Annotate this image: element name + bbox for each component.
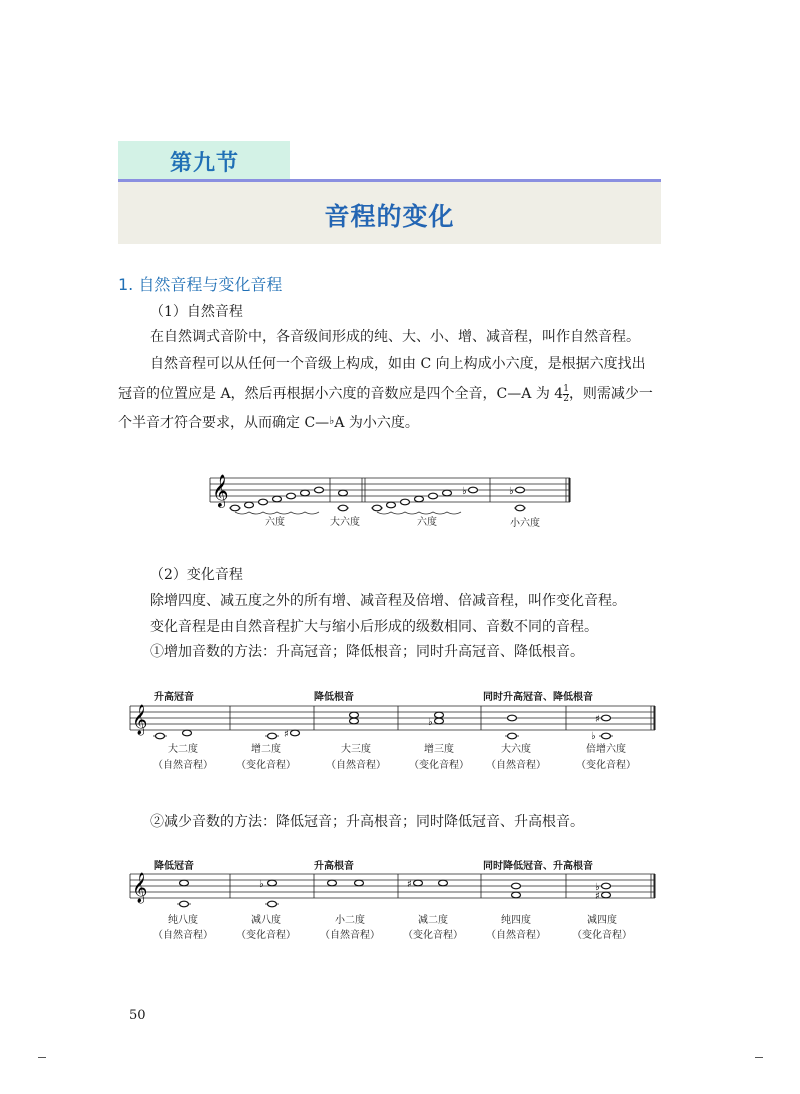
treble-clef-icon: 𝄞 — [132, 705, 148, 735]
staff3-name: 小二度 — [335, 915, 365, 926]
paragraph-3: 除增四度、减五度之外的所有增、减音程及倍增、倍减音程，叫作变化音程。 — [150, 593, 626, 609]
staff2-header: 同时升高冠音、降低根音 — [483, 692, 593, 703]
flat-accidental: ♭ — [259, 879, 264, 890]
page-number: 50 — [129, 1008, 146, 1023]
staff2-name: 增二度 — [251, 744, 281, 755]
staff-example-2 — [125, 700, 665, 740]
flat-accidental: ♭ — [428, 717, 433, 728]
fraction-numerator: 1 — [563, 383, 569, 394]
para2-text-b: ，则需减少一 — [568, 386, 653, 402]
staff1-notes — [231, 487, 525, 511]
staff2-type: （变化音程） — [576, 760, 636, 771]
heading-natural-altered: 1. 自然音程与变化音程 — [118, 275, 283, 294]
staff3-type: （自然音程） — [486, 930, 546, 941]
staff2-type: （自然音程） — [326, 760, 386, 771]
staff3-notes — [180, 880, 611, 907]
staff2-name: 增三度 — [424, 744, 454, 755]
staff2-type: （变化音程） — [236, 760, 296, 771]
staff3-type: （自然音程） — [153, 930, 213, 941]
paragraph-2-line-3 — [118, 411, 419, 433]
flat-accidental: ♭ — [509, 486, 514, 497]
staff2-name: 大六度 — [501, 744, 531, 755]
staff2-type: （变化音程） — [409, 760, 469, 771]
staff2-type: （自然音程） — [153, 760, 213, 771]
staff3-name: 减二度 — [418, 915, 448, 926]
staff3-type: （变化音程） — [236, 930, 296, 941]
treble-clef-icon: 𝄞 — [132, 873, 148, 903]
staff1-label: 六度 — [265, 517, 285, 528]
paragraph-4: 变化音程是由自然音程扩大与缩小后形成的级数相同、音数不同的音程。 — [150, 619, 598, 635]
sharp-accidental: ♯ — [284, 729, 289, 740]
staff3-type: （变化音程） — [572, 930, 632, 941]
subheading-natural: （1）自然音程 — [150, 304, 243, 320]
staff2-name: 倍增六度 — [586, 744, 626, 755]
staff2-type: （自然音程） — [486, 760, 546, 771]
staff2-header: 升高冠音 — [154, 692, 194, 703]
para2-text-a: 冠音的位置应是 A，然后再根据小六度的音数应是四个全音，C—A 为 4 — [118, 386, 564, 402]
staff1-label: 小六度 — [510, 518, 540, 529]
staff3-type: （变化音程） — [403, 930, 463, 941]
method-decrease: ②减少音数的方法：降低冠音；升高根音；同时降低冠音、升高根音。 — [150, 814, 584, 830]
staff1-label: 大六度 — [330, 517, 360, 528]
staff3-header: 降低冠音 — [154, 861, 194, 872]
staff3-header: 同时降低冠音、升高根音 — [483, 861, 593, 872]
treble-clef-icon: 𝄞 — [212, 474, 229, 507]
staff3-name: 纯八度 — [168, 915, 198, 926]
staff2-name: 大二度 — [168, 744, 198, 755]
staff2-name: 大三度 — [341, 744, 371, 755]
flat-accidental: ♭ — [591, 731, 596, 740]
staff3-name: 减四度 — [587, 915, 617, 926]
staff1-label: 六度 — [417, 517, 437, 528]
fraction-denominator: 2 — [563, 393, 569, 404]
method-increase: ①增加音数的方法：升高冠音；降低根音；同时升高冠音、降低根音。 — [150, 644, 584, 660]
staff3-name: 纯四度 — [501, 915, 531, 926]
section-number: 第九节 — [170, 151, 240, 176]
crop-mark — [38, 1057, 46, 1058]
flat-accidental: ♭ — [462, 486, 467, 497]
sharp-accidental: ♯ — [595, 714, 600, 725]
section-tag — [118, 141, 290, 179]
staff-example-3 — [125, 868, 665, 910]
paragraph-2-line-1: 自然音程可以从任何一个音级上构成，如由 C 向上构成小六度，是根据六度找出 — [150, 356, 646, 372]
sharp-accidental: ♯ — [407, 879, 412, 890]
staff2-header: 降低根音 — [314, 692, 354, 703]
paragraph-1: 在自然调式音阶中，各音级间形成的纯、大、小、增、减音程，叫作自然音程。 — [150, 329, 640, 345]
sharp-accidental: ♯ — [595, 891, 600, 902]
staff3-name: 减八度 — [251, 915, 281, 926]
flat-sign: ♭ — [329, 414, 335, 427]
subheading-altered: （2）变化音程 — [150, 567, 243, 583]
flat-accidental: ♭ — [595, 882, 600, 893]
crop-mark — [755, 1057, 763, 1058]
page-title: 音程的变化 — [324, 202, 455, 231]
paragraph-2-line-2 — [118, 384, 653, 404]
para2-text-c: 个半音才符合要求，从而确定 C— — [118, 415, 330, 431]
para2-text-d: A 为小六度。 — [334, 415, 419, 431]
staff3-type: （自然音程） — [320, 930, 380, 941]
staff3-header: 升高根音 — [314, 861, 354, 872]
staff2-notes — [156, 712, 611, 739]
title-band — [118, 182, 661, 244]
